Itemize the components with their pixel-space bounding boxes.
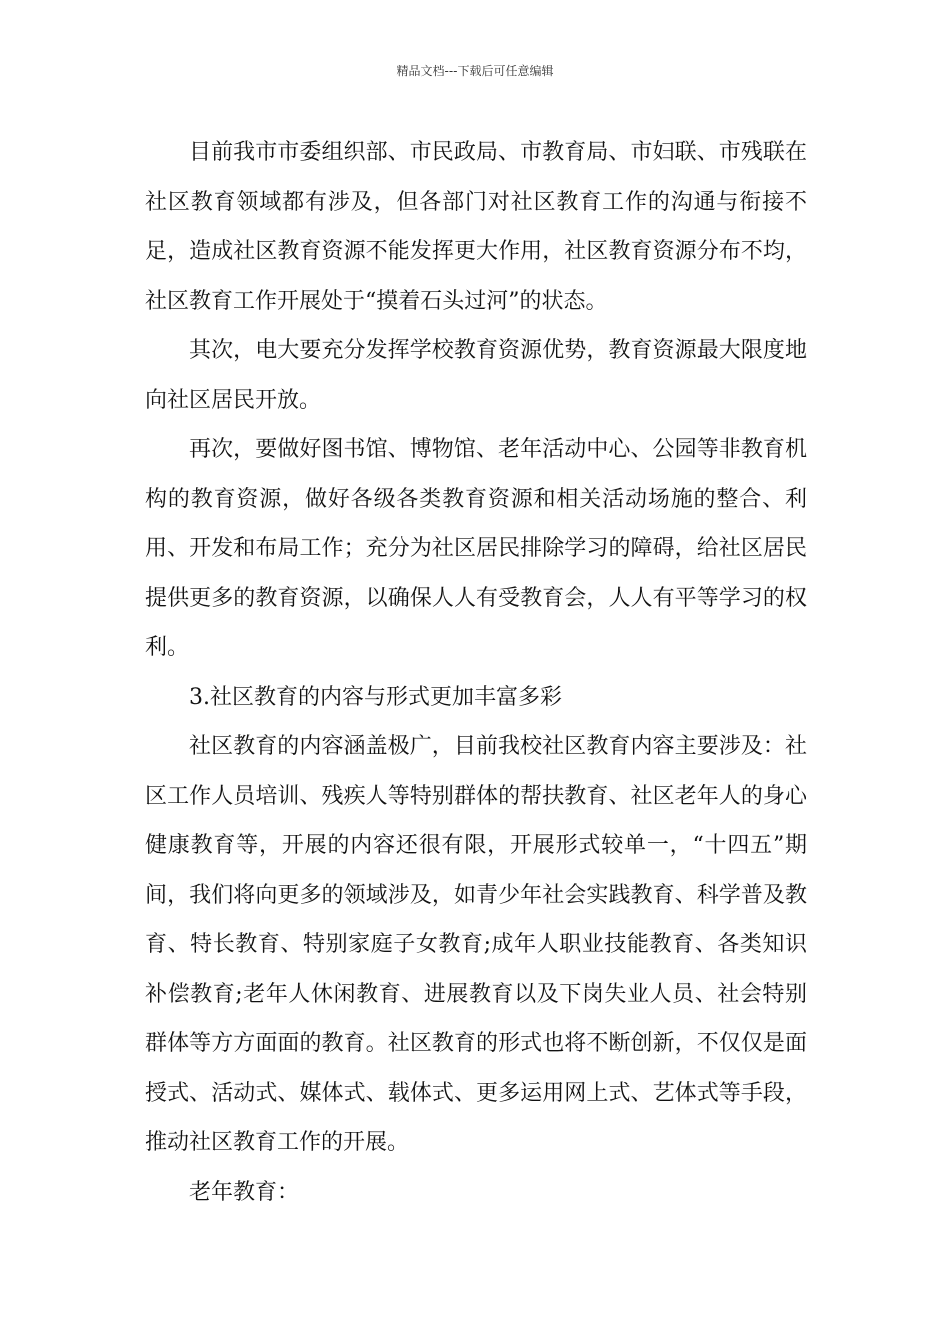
paragraph-content-forms: 社区教育的内容涵盖极广，目前我校社区教育内容主要涉及：社区工作人员培训、残疾人等特别群体的帮扶教育、社区老年人的身心健康教育等，开展的内容还很有限，开展形式较单一，“十四五”期间，我们将向更多的领域涉及，如青少年社会实践教育、科学普及教育、特长教育、特别家庭子女教育;成年人职业技能教育、各类知识补偿教育;老年人休闲教育、进展教育以及下岗失业人员、社会特别群体等方方面面的教育。社区教育的形式也将不断创新，不仅仅是面授式、活动式、媒体式、载体式、更多运用网上式、艺体式等手段，推动社区教育工作的开展。 xyxy=(145,734,807,1155)
page-header: 精品文档---下载后可任意编辑 xyxy=(396,64,554,78)
paragraph-elderly-education: 老年教育： xyxy=(189,1179,300,1205)
section-heading: 3.社区教育的内容与形式更加丰富多彩 xyxy=(189,684,562,710)
paragraph-departments: 目前我市市委组织部、市民政局、市教育局、市妇联、市残联在社区教育领域都有涉及，但各部门对社区教育工作的沟通与衔接不足，造成社区教育资源不能发挥更大作用，社区教育资源分布不均，社区教育工作开展处于“摸着石头过河”的状态。 xyxy=(145,140,807,314)
paragraph-thirdly: 再次，要做好图书馆、博物馆、老年活动中心、公园等非教育机构的教育资源，做好各级各类教育资源和相关活动场施的整合、利用、开发和布局工作；充分为社区居民排除学习的障碍，给社区居民提供更多的教育资源，以确保人人有受教育会，人人有平等学习的权利。 xyxy=(145,437,807,660)
paragraph-secondly: 其次，电大要充分发挥学校教育资源优势，教育资源最大限度地向社区居民开放。 xyxy=(145,338,807,413)
document-body xyxy=(145,128,807,1217)
